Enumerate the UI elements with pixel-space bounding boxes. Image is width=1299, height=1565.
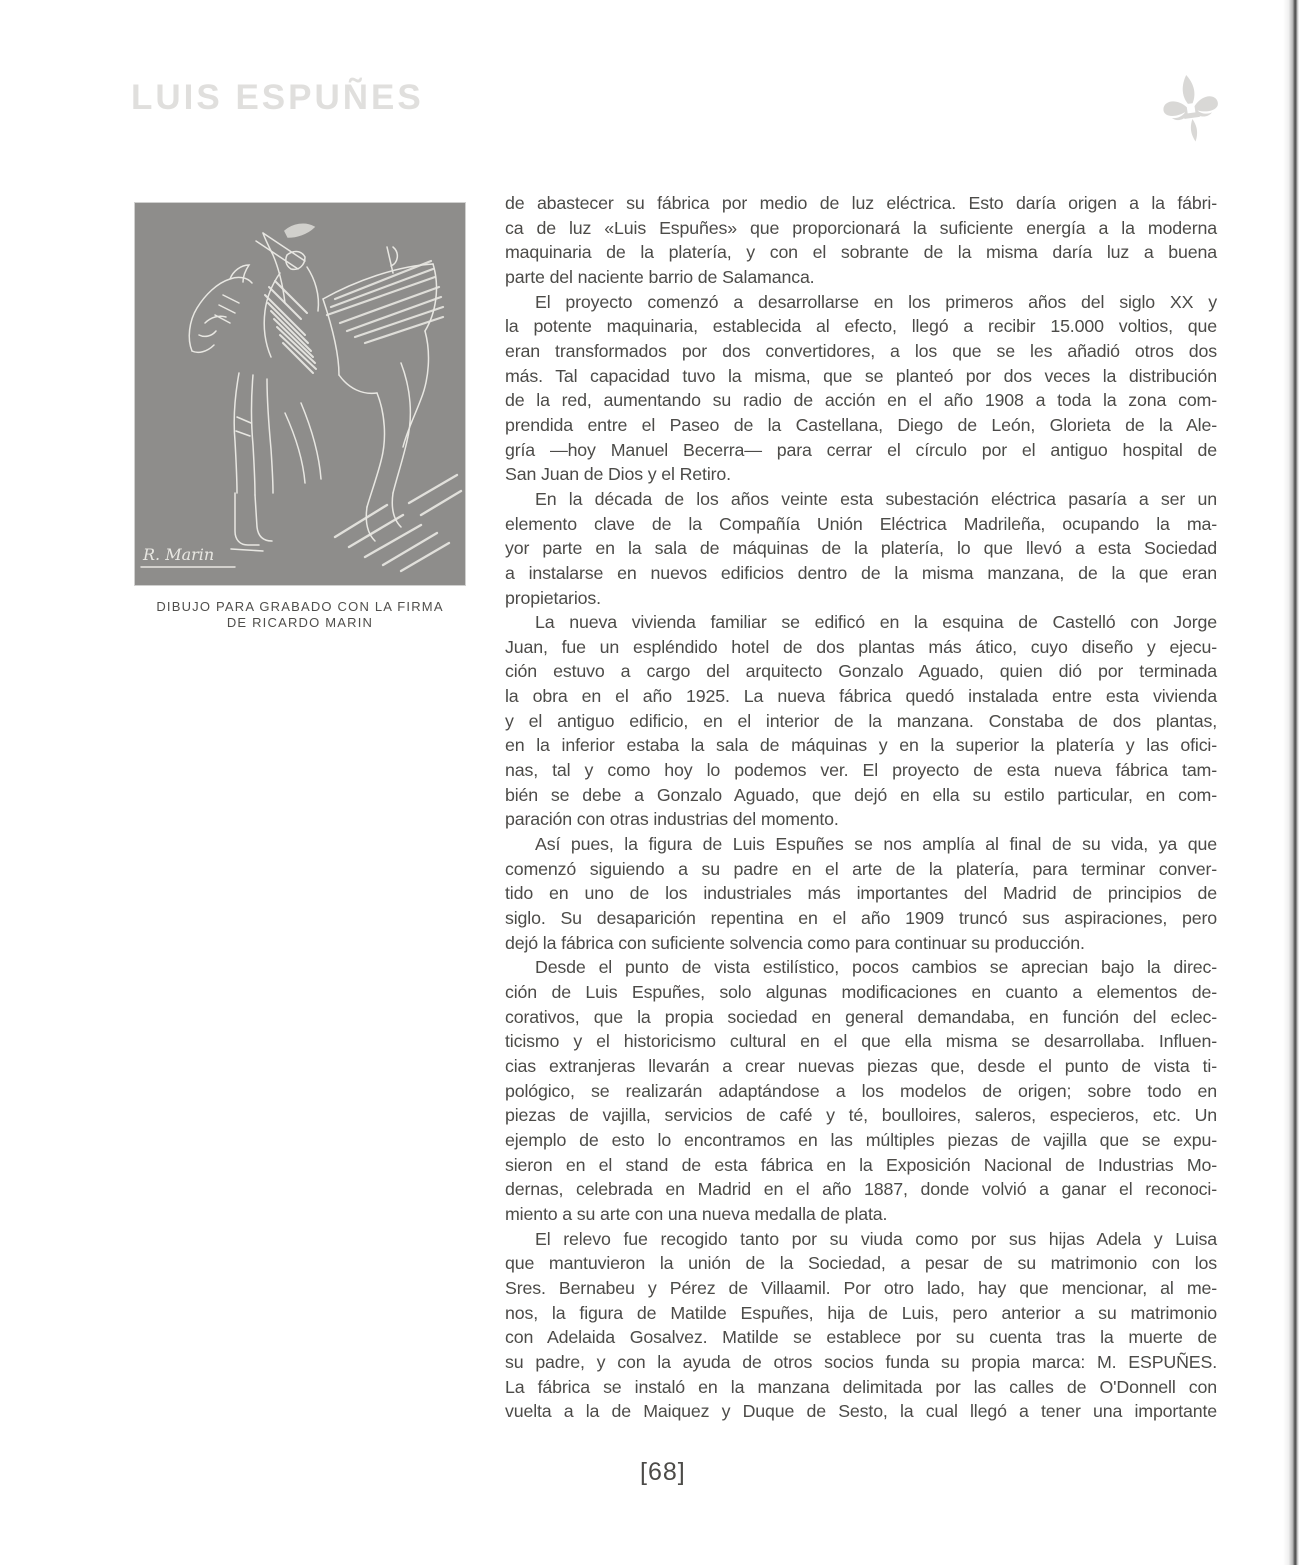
text-line: piezas de vajilla, servicios de café y té, boulloires, saleros, especieros, etc. Un	[505, 1105, 1217, 1126]
figure-caption-line2: DE RICARDO MARIN	[226, 615, 374, 630]
text-line: La nueva vivienda familiar se edificó en la esquina de Castelló con Jorge	[535, 612, 1217, 633]
text-line: prendida entre el Paseo de la Castellana, Diego de León, Glorieta de la Ale-	[505, 414, 1217, 435]
text-line: y el antiguo edificio, en el interior de la manzana. Constaba de dos plantas,	[505, 710, 1217, 731]
text-line: tido en uno de los industriales más importantes del Madrid de principios de	[505, 883, 1217, 904]
page-edge-shadow	[1283, 0, 1299, 1565]
text-line: vuelta a la de Maiquez y Duque de Sesto, la cual llegó a tener una importante	[505, 1401, 1217, 1422]
page-number: [68]	[640, 1458, 686, 1486]
text-line: propietarios.	[505, 587, 601, 608]
text-line: Juan, fue un espléndido hotel de dos plantas más ático, cuyo diseño y ejecu-	[505, 636, 1217, 657]
text-line: a instalarse en nuevos edificios dentro de la misma manzana, de la que eran	[505, 562, 1217, 583]
text-line: En la década de los años veinte esta subestación eléctrica pasaría a ser un	[535, 488, 1217, 509]
text-line: bién se debe a Gonzalo Aguado, que dejó en ella su estilo particular, en com-	[505, 784, 1217, 805]
chapter-title: LUIS ESPUÑES	[131, 78, 424, 117]
figure-caption	[135, 599, 465, 631]
text-line: ción de Luis Espuñes, solo algunas modificaciones en cuanto a elementos de-	[505, 982, 1217, 1002]
text-line: eran transformados por dos convertidores, a los que se les añadió otros dos	[505, 340, 1217, 361]
text-line: ca de luz «Luis Espuñes» que proporcionará la suficiente energía a la moderna	[505, 217, 1217, 238]
text-line: de abastecer su fábrica por medio de luz eléctrica. Esto daría origen a la fábri-	[505, 193, 1217, 213]
text-line: maquinaria de la platería, y con el sobrante de la misma daría luz a buena	[505, 242, 1217, 263]
text-line: sieron en el stand de esta fábrica en la Exposición Nacional de Industrias Mo-	[505, 1154, 1217, 1175]
engraving-plate	[135, 203, 465, 585]
article-text	[505, 191, 1217, 1424]
text-line: corativos, que la propia sociedad en general demandaba, en función del eclec-	[505, 1006, 1217, 1027]
text-line: La fábrica se instaló en la manzana delimitada por las calles de O'Donnell con	[505, 1376, 1217, 1397]
text-line: su padre, y con la ayuda de otros socios funda su propia marca: M. ESPUÑES.	[505, 1351, 1217, 1372]
text-line: nos, la figura de Matilde Espuñes, hija de Luis, pero anterior a su matrimonio	[505, 1302, 1217, 1323]
text-line: con Adelaida Gosalvez. Matilde se establece por su cuenta tras la muerte de	[505, 1327, 1217, 1348]
text-line: dernas, celebrada en Madrid en el año 1887, donde volvió a ganar el reconoci-	[505, 1179, 1217, 1200]
text-line: ticismo y el historicismo cultural en el que ella misma se desarrollaba. Influen-	[505, 1031, 1217, 1052]
artist-signature: R. Marin	[143, 545, 215, 564]
text-line: ción estuvo a cargo del arquitecto Gonzalo Aguado, quien dió por terminada	[505, 661, 1217, 682]
text-line: la obra en el año 1925. La nueva fábrica quedó instalada entre esta vivienda	[505, 686, 1217, 707]
text-line: la potente maquinaria, establecida al efecto, llegó a recibir 15.000 voltios, que	[505, 316, 1217, 337]
fleur-de-lis-icon	[1152, 70, 1230, 148]
text-line: que mantuvieron la unión de la Sociedad, a pesar de su matrimonio con los	[505, 1253, 1217, 1274]
text-line: paración con otras industrias del momento.	[505, 809, 839, 830]
figure-caption-line1: DIBUJO PARA GRABADO CON LA FIRMA	[156, 599, 444, 614]
text-line: pológico, se realizarán adaptándose a los modelos de origen; sobre todo en	[505, 1080, 1217, 1101]
text-line: Desde el punto de vista estilístico, pocos cambios se aprecian bajo la direc-	[535, 957, 1217, 978]
text-line: siglo. Su desaparición repentina en el año 1909 truncó sus aspiraciones, pero	[505, 908, 1217, 929]
text-line: miento a su arte con una nueva medalla de plata.	[505, 1203, 888, 1224]
text-line: Sres. Bernabeu y Pérez de Villaamil. Por otro lado, hay que mencionar, al me-	[505, 1277, 1217, 1298]
text-line: parte del naciente barrio de Salamanca.	[505, 266, 815, 287]
text-line: cias extranjeras llevarán a crear nuevas piezas que, desde el punto de vista ti-	[505, 1055, 1217, 1076]
text-line: yor parte en la sala de máquinas de la platería, lo que llevó a esta Sociedad	[505, 538, 1217, 559]
text-line: en la inferior estaba la sala de máquinas y en la superior la platería y las ofici-	[505, 735, 1217, 756]
text-line: Así pues, la figura de Luis Espuñes se nos amplía al final de su vida, ya que	[535, 834, 1217, 855]
text-line: San Juan de Dios y el Retiro.	[505, 464, 731, 485]
text-line: gría —hoy Manuel Becerra— para cerrar el círculo por el antiguo hospital de	[505, 439, 1217, 460]
text-line: comenzó siguiendo a su padre en el arte de la platería, para terminar conver-	[505, 858, 1217, 879]
engraving-sketch	[135, 203, 465, 585]
text-line: nas, tal y como hoy lo podemos ver. El proyecto de esta nueva fábrica tam-	[505, 760, 1217, 781]
text-line: El proyecto comenzó a desarrollarse en los primeros años del siglo XX y	[535, 291, 1217, 312]
text-line: El relevo fue recogido tanto por su viuda como por sus hijas Adela y Luisa	[535, 1228, 1217, 1249]
text-line: ejemplo de esto lo encontramos en las múltiples piezas de vajilla que se expu-	[505, 1129, 1217, 1150]
text-line: elemento clave de la Compañía Unión Eléctrica Madrileña, ocupando la ma-	[505, 513, 1217, 534]
text-line: más. Tal capacidad tuvo la misma, que se planteó por dos veces la distribución	[505, 365, 1217, 386]
text-line: de la red, aumentando su radio de acción en el año 1908 a toda la zona com-	[505, 390, 1217, 411]
text-line: dejó la fábrica con suficiente solvencia como para continuar su producción.	[505, 932, 1085, 953]
